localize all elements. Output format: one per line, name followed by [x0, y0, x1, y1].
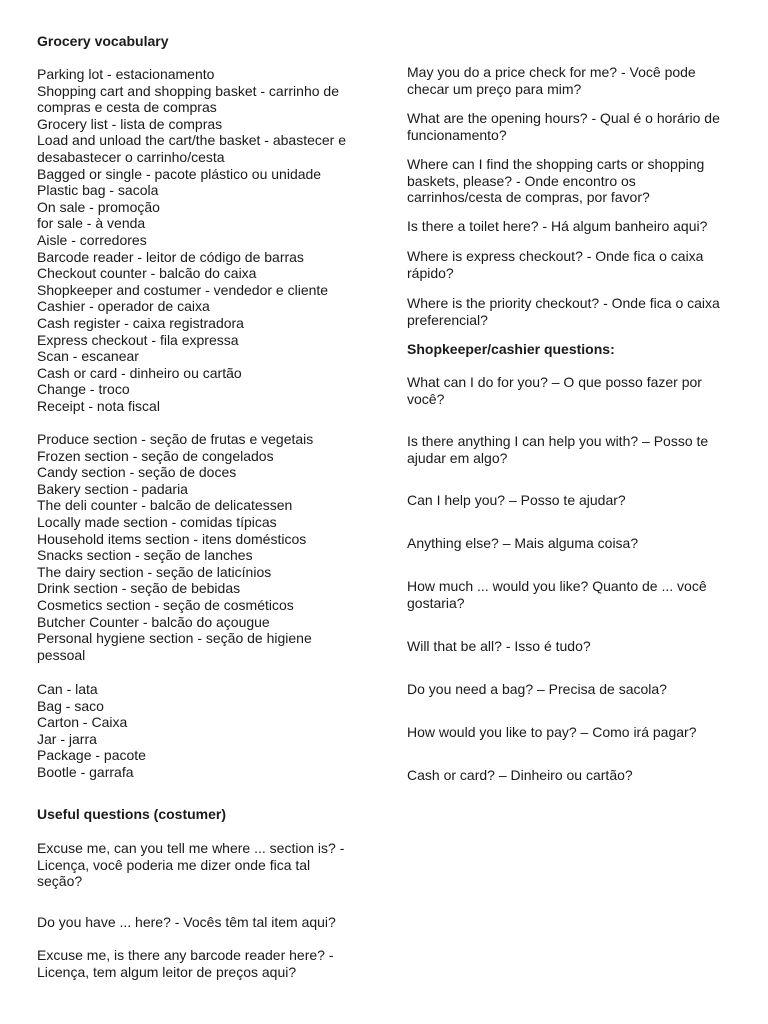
customer-question-line: Where is express checkout? - Onde fica o caixa	[407, 248, 704, 264]
vocab-item-line: Personal hygiene section - seção de higiene	[37, 630, 312, 647]
shopkeeper-question	[407, 492, 626, 509]
vocab-item-line: On sale - promoção	[37, 198, 160, 215]
vocab-item-line: Frozen section - seção de congelados	[37, 447, 274, 464]
vocab-item-line: Snacks section - seção de lanches	[37, 547, 253, 564]
vocab-item	[37, 116, 346, 133]
vocab-item	[37, 580, 313, 597]
vocab-item-line: Produce section - seção de frutas e vegetais	[37, 431, 314, 447]
vocab-item	[37, 132, 346, 165]
customer-question-line: Where is the priority checkout? - Onde fica o caixa	[407, 295, 720, 311]
vocab-item-line: Cash register - caixa registradora	[37, 314, 244, 331]
vocab-item-line: Butcher Counter - balcão do açougue	[37, 613, 270, 630]
shopkeeper-question	[407, 374, 702, 407]
shopkeeper-question	[407, 681, 667, 698]
customer-question-line: carrinhos/cesta de compras, por favor?	[407, 189, 650, 206]
vocab-item	[37, 497, 313, 514]
vocab-item	[37, 298, 346, 315]
shopkeeper-question-line: Is there anything I can help you with? – Posso te	[407, 433, 709, 449]
vocab-item-line: Cash or card - dinheiro ou cartão	[37, 364, 242, 381]
vocab-item-line: Shopkeeper and costumer - vendedor e cliente	[37, 281, 329, 298]
vocab-item-line: Cosmetics section - seção de cosméticos	[37, 596, 294, 613]
vocab-item-line: Household items section - itens domésticos	[37, 530, 307, 547]
vocab-item	[37, 265, 346, 282]
vocab-item	[37, 431, 313, 448]
vocab-item-line: Bagged or single - pacote plástico ou unidade	[37, 165, 322, 182]
vocab-item	[37, 764, 146, 781]
vocab-item-line: Drink section - seção de bebidas	[37, 580, 241, 597]
useful-question-3	[37, 947, 334, 980]
customer-question	[407, 110, 720, 143]
customer-question	[407, 218, 707, 235]
vocab-item	[37, 381, 346, 398]
vocab-list-containers	[37, 681, 146, 781]
vocab-item-line: Parking lot - estacionamento	[37, 66, 215, 82]
vocab-item-line: Cashier - operador de caixa	[37, 298, 210, 315]
vocab-item-line: Locally made section - comidas típicas	[37, 513, 277, 530]
customer-question-line: Is there a toilet here? - Há algum banheiro aqui?	[407, 218, 708, 234]
customer-question-line: funcionamento?	[407, 126, 507, 143]
shopkeeper-question	[407, 638, 591, 655]
shopkeeper-question-line: How would you like to pay? – Como irá pagar?	[407, 724, 697, 740]
vocab-item-line: Shopping cart and shopping basket - carrinho de	[37, 82, 339, 99]
useful-question-1	[37, 840, 344, 890]
vocab-item-line: The deli counter - balcão de delicatessen	[37, 497, 293, 514]
vocab-item	[37, 614, 313, 631]
vocab-item-line: Load and unload the cart/the basket - abastecer e	[37, 132, 346, 149]
shopkeeper-question-line: Cash or card? – Dinheiro ou cartão?	[407, 767, 633, 783]
customer-question-line: Where can I find the shopping carts or shopping	[407, 156, 705, 172]
vocab-item	[37, 514, 313, 531]
right-column	[407, 0, 742, 1024]
vocab-item	[37, 547, 313, 564]
shopkeeper-questions-heading: Shopkeeper/cashier questions:	[407, 341, 615, 357]
vocab-item	[37, 398, 346, 415]
vocab-item	[37, 315, 346, 332]
vocab-item-line: The dairy section - seção de laticínios	[37, 563, 272, 580]
vocab-item	[37, 448, 313, 465]
vocab-item-line: Plastic bag - sacola	[37, 182, 159, 199]
vocab-item-line: Grocery list - lista de compras	[37, 115, 223, 132]
customer-question	[407, 248, 703, 281]
shopkeeper-question-line: Anything else? – Mais alguma coisa?	[407, 535, 639, 551]
vocab-item	[37, 232, 346, 249]
vocab-item-line: Bootle - garrafa	[37, 763, 134, 780]
vocab-item	[37, 182, 346, 199]
useful-question-line: Do you have ... here? - Vocês têm tal item aqui?	[37, 914, 336, 930]
vocab-item-line: Package - pacote	[37, 747, 146, 764]
vocab-list-sections	[37, 431, 313, 663]
vocab-item	[37, 597, 313, 614]
vocab-item-line: Carton - Caixa	[37, 714, 128, 731]
vocab-item-line: Aisle - corredores	[37, 231, 147, 248]
shopkeeper-question-line: Do you need a bag? – Precisa de sacola?	[407, 681, 667, 697]
shopkeeper-question-line: gostaria?	[407, 594, 465, 611]
vocab-item-line: Candy section - seção de doces	[37, 464, 237, 481]
vocab-item-line: compras e cesta de compras	[37, 99, 217, 116]
vocab-item	[37, 282, 346, 299]
vocab-item	[37, 348, 346, 365]
useful-question-line: Licença, você poderia me dizer onde fica tal	[37, 856, 311, 873]
shopkeeper-question-line: How much ... would you like? Quanto de ... você	[407, 578, 707, 594]
customer-question-line: preferencial?	[407, 311, 488, 328]
shopkeeper-question	[407, 724, 697, 741]
shopkeeper-question-line: você?	[407, 390, 445, 407]
vocab-item	[37, 215, 346, 232]
useful-questions-heading: Useful questions (costumer)	[37, 806, 227, 822]
customer-question-line: checar um preço para mim?	[407, 80, 582, 97]
vocab-item	[37, 249, 346, 266]
vocab-item-line: Express checkout - fila expressa	[37, 331, 239, 348]
useful-question-line: Licença, tem algum leitor de preços aqui?	[37, 963, 297, 980]
vocab-item-line: Checkout counter - balcão do caixa	[37, 265, 257, 282]
customer-question-line: What are the opening hours? - Qual é o horário de	[407, 110, 720, 126]
vocab-item-line: pessoal	[37, 646, 86, 663]
vocab-item	[37, 747, 146, 764]
vocab-item	[37, 66, 346, 83]
vocab-item-line: Jar - jarra	[37, 730, 97, 747]
shopkeeper-question-line: ajudar em algo?	[407, 449, 508, 466]
customer-question-line: rápido?	[407, 264, 454, 281]
shopkeeper-question	[407, 578, 707, 611]
useful-question-line: seção?	[37, 873, 83, 890]
vocab-item	[37, 714, 146, 731]
vocab-list-basics	[37, 66, 346, 414]
customer-question-line: May you do a price check for me? - Você pode	[407, 64, 696, 80]
useful-question-2	[37, 914, 336, 931]
vocab-item-line: Receipt - nota fiscal	[37, 397, 160, 414]
vocab-item	[37, 83, 346, 116]
vocab-item-line: Barcode reader - leitor de código de barras	[37, 248, 304, 265]
shopkeeper-question	[407, 433, 708, 466]
vocab-item	[37, 199, 346, 216]
vocab-item	[37, 464, 313, 481]
vocab-item	[37, 332, 346, 349]
vocab-item-line: Bag - saco	[37, 697, 104, 714]
customer-question-line: baskets, please? - Onde encontro os	[407, 172, 636, 189]
page-title: Grocery vocabulary	[37, 33, 169, 49]
shopkeeper-question-line: Can I help you? – Posso te ajudar?	[407, 492, 626, 508]
vocab-item	[37, 731, 146, 748]
vocab-item-line: for sale - à venda	[37, 215, 146, 232]
useful-question-line: Excuse me, is there any barcode reader here? -	[37, 947, 334, 963]
vocab-item-line: Bakery section - padaria	[37, 480, 188, 497]
customer-question	[407, 295, 720, 328]
vocab-item	[37, 365, 346, 382]
vocab-item	[37, 564, 313, 581]
vocab-item	[37, 481, 313, 498]
vocab-item	[37, 531, 313, 548]
vocab-item-line: Can - lata	[37, 681, 98, 697]
vocab-item	[37, 630, 313, 663]
customer-question	[407, 156, 704, 206]
shopkeeper-question-line: Will that be all? - Isso é tudo?	[407, 638, 591, 654]
shopkeeper-question	[407, 767, 633, 784]
useful-question-line: Excuse me, can you tell me where ... section is? -	[37, 840, 345, 856]
customer-question	[407, 64, 696, 97]
vocab-item-line: Scan - escanear	[37, 348, 139, 365]
vocab-item-line: desabastecer o carrinho/cesta	[37, 148, 225, 165]
left-column	[37, 0, 372, 1024]
shopkeeper-question	[407, 535, 638, 552]
vocab-item-line: Change - troco	[37, 381, 130, 398]
vocab-item	[37, 681, 146, 698]
shopkeeper-question-line: What can I do for you? – O que posso fazer por	[407, 374, 702, 390]
vocab-item	[37, 698, 146, 715]
vocab-item	[37, 166, 346, 183]
